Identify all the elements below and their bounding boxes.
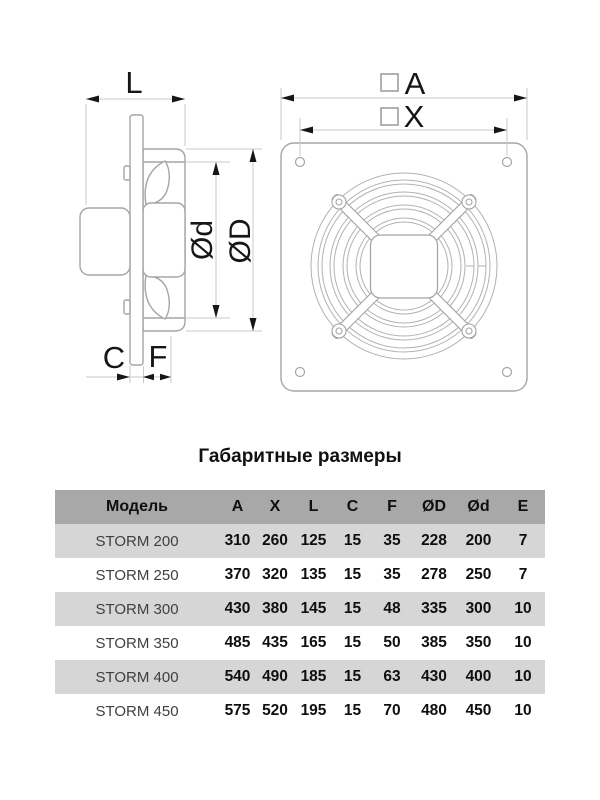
col-header-model: Модель	[106, 498, 168, 515]
cell-value: 15	[343, 566, 362, 583]
dim-label-A: A	[404, 66, 426, 101]
cell-value: 450	[465, 702, 492, 719]
cell-value: 15	[343, 634, 362, 651]
square-symbol-X	[381, 108, 398, 125]
cell-value: 380	[262, 600, 288, 617]
fan-side-outline	[80, 115, 185, 365]
model-name: STORM 200	[95, 532, 179, 550]
cell-value: 7	[518, 566, 528, 583]
col-header-od-small: Ød	[467, 498, 490, 515]
cell-value: 35	[383, 566, 401, 583]
mounting-plate-side	[130, 115, 143, 365]
cell-value: 400	[465, 668, 492, 685]
cell-value: 7	[518, 532, 528, 549]
dimensions-table	[55, 490, 545, 728]
col-header-e: E	[517, 498, 529, 515]
col-header-f: F	[387, 498, 397, 515]
col-header-x: X	[269, 498, 281, 515]
cell-value: 185	[300, 668, 327, 685]
cell-value: 320	[262, 566, 288, 583]
model-name: STORM 350	[95, 634, 179, 652]
cell-value: 10	[514, 634, 532, 651]
cell-value: 15	[343, 702, 362, 719]
table-row	[55, 660, 545, 694]
dim-label-C: C	[102, 340, 126, 375]
table-row	[55, 626, 545, 660]
hub	[143, 203, 185, 277]
cell-value: 540	[224, 668, 251, 685]
cell-value: 480	[421, 702, 447, 719]
cell-value: 260	[262, 532, 288, 549]
side-view	[80, 65, 262, 383]
table-row	[55, 558, 545, 592]
cell-value: 228	[421, 532, 447, 549]
cell-value: 195	[300, 702, 327, 719]
cell-value: 485	[224, 634, 251, 651]
cell-value: 50	[383, 634, 401, 651]
model-name: STORM 400	[95, 668, 179, 686]
cell-value: 200	[465, 532, 492, 549]
cell-value: 430	[224, 600, 251, 617]
cell-value: 48	[383, 600, 401, 617]
cell-value: 278	[421, 566, 447, 583]
table-row	[55, 694, 545, 728]
col-header-c: C	[346, 498, 359, 515]
plate-tab-top	[124, 166, 130, 180]
cell-value: 15	[343, 600, 362, 617]
dim-label-Od-small: Ød	[186, 219, 219, 261]
cell-value: 10	[514, 600, 532, 617]
col-header-od: ØD	[422, 498, 446, 515]
cell-value: 10	[514, 702, 532, 719]
dim-label-X: X	[403, 99, 425, 134]
col-header-a: A	[231, 498, 244, 515]
cell-value: 250	[465, 566, 492, 583]
model-name: STORM 300	[95, 600, 179, 618]
cell-value: 63	[383, 668, 401, 685]
table-title: Габаритные размеры	[198, 446, 402, 467]
table-row	[55, 592, 545, 626]
model-name: STORM 250	[95, 566, 179, 584]
front-view	[281, 66, 527, 391]
cell-value: 575	[224, 702, 251, 719]
square-symbol-A	[381, 74, 398, 91]
table-header-row	[55, 490, 545, 524]
cell-value: 15	[343, 532, 362, 549]
cell-value: 490	[262, 668, 288, 685]
hub-cover-square	[371, 235, 438, 298]
plate-tab-bottom	[124, 300, 130, 314]
cell-value: 15	[343, 668, 362, 685]
cell-value: 335	[421, 600, 447, 617]
dim-label-F: F	[148, 339, 168, 374]
cell-value: 135	[300, 566, 327, 583]
cell-value: 520	[262, 702, 288, 719]
cell-value: 35	[383, 532, 401, 549]
cell-value: 145	[300, 600, 327, 617]
cell-value: 300	[465, 600, 492, 617]
cell-value: 435	[262, 634, 288, 651]
dim-label-OD-large: ØD	[224, 218, 257, 264]
col-header-l: L	[308, 498, 319, 515]
table-row	[55, 524, 545, 558]
cell-value: 165	[300, 634, 327, 651]
motor	[80, 208, 130, 275]
cell-value: 350	[465, 634, 492, 651]
cell-value: 385	[421, 634, 447, 651]
model-name: STORM 450	[95, 702, 179, 720]
cell-value: 370	[224, 566, 251, 583]
cell-value: 310	[224, 532, 251, 549]
cell-value: 70	[383, 702, 401, 719]
cell-value: 430	[421, 668, 447, 685]
dim-label-L: L	[125, 65, 143, 100]
cell-value: 10	[514, 668, 532, 685]
cell-value: 125	[300, 532, 327, 549]
